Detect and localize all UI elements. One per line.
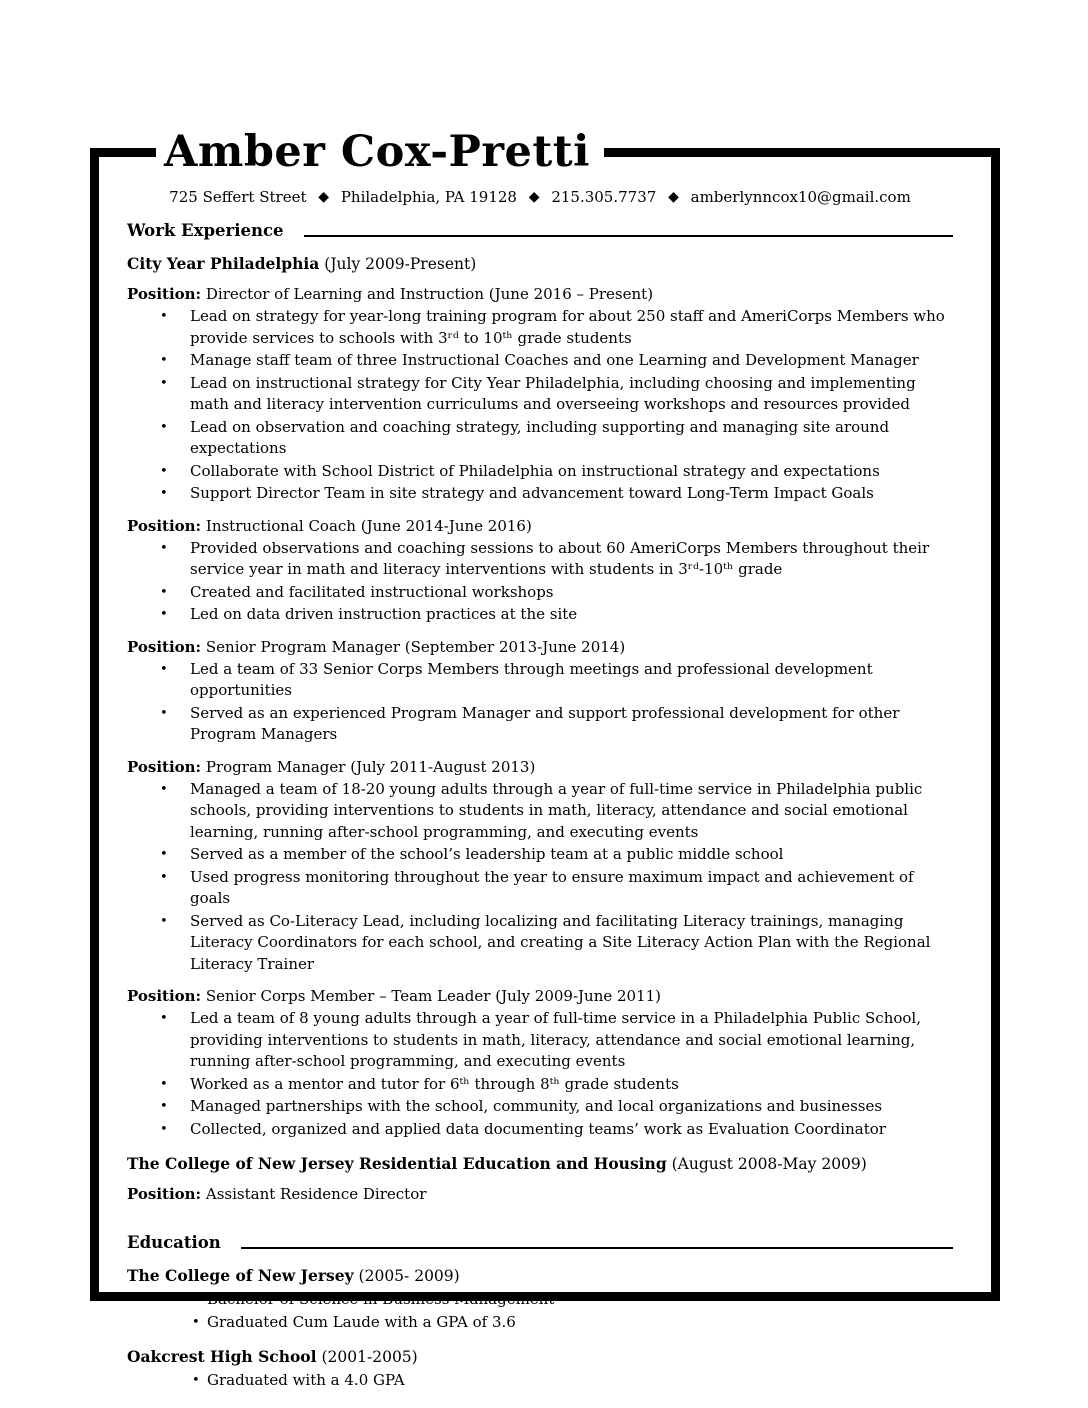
bullet-item: • Served as a member of the school’s leadership team at a public middle school xyxy=(190,844,953,866)
bullet-item: • Graduated Cum Laude with a GPA of 3.6 xyxy=(207,1312,953,1334)
header xyxy=(90,127,1000,177)
position-heading xyxy=(127,1185,953,1203)
bullet-item: • Collaborate with School District of Philadelphia on instructional strategy and expectations xyxy=(190,461,953,483)
company-name: City Year Philadelphia xyxy=(127,254,320,273)
position-heading xyxy=(127,638,953,656)
bullet-item: • Served as an experienced Program Manager and support professional development for other Program Managers xyxy=(190,703,953,746)
bullet-item: • Provided observations and coaching sessions to about 60 AmeriCorps Members throughout their service year in math and literacy interventions with students in 3ʳᵈ-10ᵗʰ grade xyxy=(190,538,953,581)
position-label: Position: xyxy=(127,1185,202,1203)
bullet-item: • Manage staff team of three Instructional Coaches and one Learning and Development Manager xyxy=(190,350,953,372)
bullet-item: • Managed a team of 18-20 young adults through a year of full-time service in Philadelphia public schools, providing interventions to students in math, literacy, attendance and social emotional learning, running after-school programming, and executing events xyxy=(190,779,953,844)
bullet-item: • Lead on instructional strategy for City Year Philadelphia, including choosing and implementing math and literacy intervention curriculums and overseeing workshops and resources provided xyxy=(190,373,953,416)
section-title: Education xyxy=(127,1233,221,1252)
bullet-item: • Led a team of 8 young adults through a year of full-time service in a Philadelphia Public School, providing interventions to students in math, literacy, attendance and social emotional learning, running after-school programming, and executing events xyxy=(190,1008,953,1073)
company-heading xyxy=(127,254,953,273)
diamond-separator-icon: ◆ xyxy=(318,189,330,205)
company-name: The College of New Jersey Residential Education and Housing xyxy=(127,1154,667,1173)
school-bullets xyxy=(127,1370,953,1392)
bullet-item: • Graduated with a 4.0 GPA xyxy=(207,1370,953,1392)
page-frame xyxy=(90,156,1000,1389)
contact-line xyxy=(127,188,953,206)
position-bullets xyxy=(127,306,953,505)
position-label: Position: xyxy=(127,987,202,1005)
page-title: Amber Cox-Pretti xyxy=(164,127,590,177)
position-heading xyxy=(127,517,953,535)
position-title: Assistant Residence Director xyxy=(205,1185,427,1203)
company-dates: (July 2009-Present) xyxy=(324,255,477,273)
position-heading xyxy=(127,758,953,776)
company-heading xyxy=(127,1154,953,1173)
company-dates: (August 2008-May 2009) xyxy=(671,1155,867,1173)
school-dates: (2005- 2009) xyxy=(358,1267,460,1285)
school-heading xyxy=(127,1266,953,1285)
bullet-item: • Worked as a mentor and tutor for 6ᵗʰ through 8ᵗʰ grade students xyxy=(190,1074,953,1096)
position-bullets xyxy=(127,779,953,976)
school-bullets xyxy=(127,1289,953,1333)
bullet-item: • Used progress monitoring throughout the year to ensure maximum impact and achievement of goals xyxy=(190,867,953,910)
position-title: Director of Learning and Instruction (June 2016 – Present) xyxy=(205,285,654,303)
bullet-item: • Support Director Team in site strategy and advancement toward Long-Term Impact Goals xyxy=(190,483,953,505)
bullet-item: • Served as Co-Literacy Lead, including localizing and facilitating Literacy trainings, managing Literacy Coordinators for each school, and creating a Site Literacy Action Plan with the Regional Literacy Trainer xyxy=(190,911,953,976)
bullet-item: • Managed partnerships with the school, community, and local organizations and businesses xyxy=(190,1096,953,1118)
header-rule-left xyxy=(90,148,156,157)
diamond-separator-icon: ◆ xyxy=(528,189,540,205)
bullet-item: • Led on data driven instruction practices at the site xyxy=(190,604,953,626)
school-dates: (2001-2005) xyxy=(321,1348,418,1366)
position-bullets xyxy=(127,538,953,626)
position-bullets xyxy=(127,1008,953,1140)
position-title: Senior Corps Member – Team Leader (July 2009-June 2011) xyxy=(205,987,662,1005)
header-rule-right xyxy=(604,148,1000,157)
contact-phone: 215.305.7737 xyxy=(551,188,657,206)
diamond-separator-icon: ◆ xyxy=(668,189,679,205)
position-heading xyxy=(127,285,953,303)
section-title: Work Experience xyxy=(127,221,284,240)
section-heading-work-experience xyxy=(127,221,953,240)
position-title: Program Manager (July 2011-August 2013) xyxy=(205,757,536,776)
bullet-item: • Led a team of 33 Senior Corps Members through meetings and professional development opportunities xyxy=(190,659,953,702)
section-rule xyxy=(241,1247,953,1249)
bullet-item: • Lead on observation and coaching strategy, including supporting and managing site around expectations xyxy=(190,417,953,460)
contact-address: 725 Seffert Street xyxy=(169,188,307,206)
position-label: Position: xyxy=(127,637,202,656)
position-title: Instructional Coach (June 2014-June 2016) xyxy=(205,516,532,535)
bullet-item: • Collected, organized and applied data documenting teams’ work as Evaluation Coordinator xyxy=(190,1119,953,1141)
section-rule xyxy=(304,235,953,237)
school-name: Oakcrest High School xyxy=(127,1347,317,1366)
bullet-item: • Bachelor of Science in Business Management xyxy=(207,1289,953,1311)
contact-email: amberlynncox10@gmail.com xyxy=(690,188,911,206)
school-name: The College of New Jersey xyxy=(127,1266,354,1285)
position-label: Position: xyxy=(127,285,202,303)
school-heading xyxy=(127,1347,953,1366)
position-title: Senior Program Manager (September 2013-June 2014) xyxy=(205,637,626,656)
position-heading xyxy=(127,987,953,1005)
contact-city-state-zip: Philadelphia, PA 19128 xyxy=(340,188,517,206)
bullet-item: • Created and facilitated instructional workshops xyxy=(190,582,953,604)
position-label: Position: xyxy=(127,757,202,776)
section-heading-education xyxy=(127,1233,953,1252)
position-bullets xyxy=(127,659,953,746)
bullet-item: • Lead on strategy for year-long training program for about 250 staff and AmeriCorps Members who provide services to schools with 3ʳᵈ to 10ᵗʰ grade students xyxy=(190,306,953,349)
position-label: Position: xyxy=(127,516,202,535)
